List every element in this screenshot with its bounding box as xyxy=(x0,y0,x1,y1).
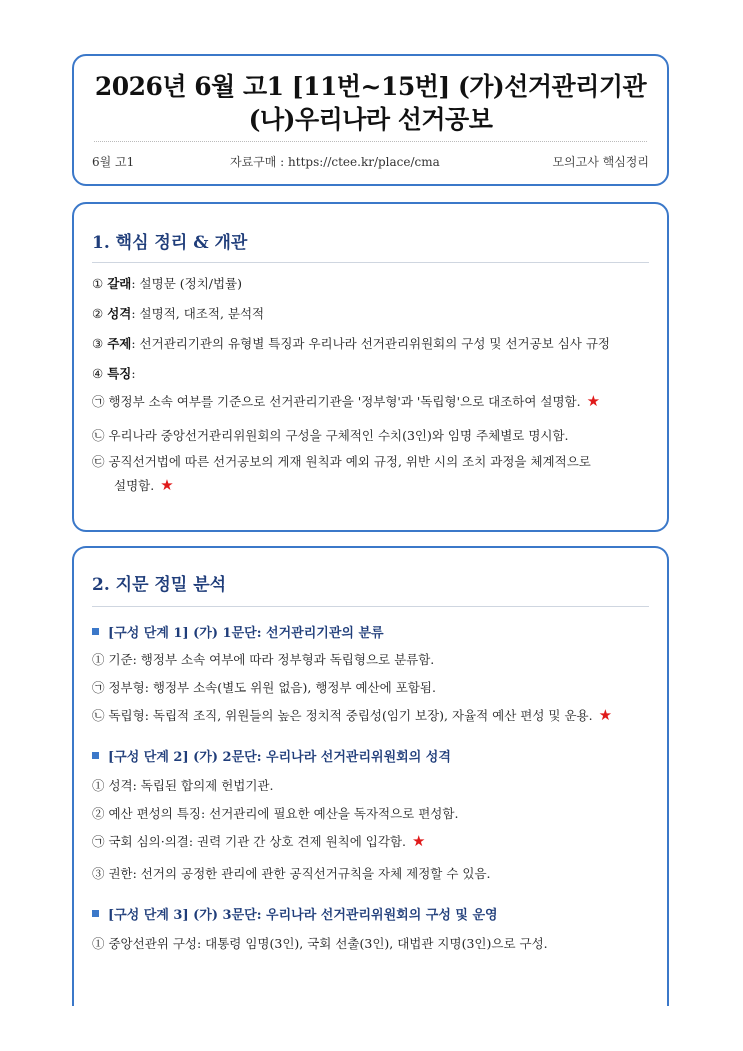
stage-1-line-3: ㉡ 독립형: 독립적 조직, 위원들의 높은 정치적 중립성(임기 보장), 자율적 예산 편성 및 운용. ★ xyxy=(92,706,613,724)
square-bullet-icon xyxy=(92,910,99,917)
feature-item-1: ㉠ 행정부 소속 여부를 기준으로 선거관리기관을 '정부형'과 '독립형'으로 대조하여 설명함. ★ xyxy=(92,392,601,410)
square-bullet-icon xyxy=(92,752,99,759)
meta-purchase-link[interactable]: 자료구매 : https://ctee.kr/place/cma xyxy=(230,155,440,169)
stage-2-line-1: ① 성격: 독립된 합의제 헌법기관. xyxy=(92,778,274,793)
stage-1-heading: [구성 단계 1] (가) 1문단: 선거관리기관의 분류 xyxy=(92,622,384,641)
star-icon: ★ xyxy=(586,392,601,410)
stage-2-line-2: ② 예산 편성의 특징: 선거관리에 필요한 예산을 독자적으로 편성함. xyxy=(92,806,459,821)
feature-item-2: ㉡ 우리나라 중앙선거관리위원회의 구성을 구체적인 수치(3인)와 임명 주체별로 명시함. xyxy=(92,428,569,443)
summary-item-genre: ① 갈래: 설명문 (정치/법률) xyxy=(92,276,243,291)
stage-1-line-1: ① 기준: 행정부 소속 여부에 따라 정부형과 독립형으로 분류함. xyxy=(92,652,435,667)
section-summary-card xyxy=(72,202,669,532)
square-bullet-icon xyxy=(92,628,99,635)
stage-3-heading: [구성 단계 3] (가) 3문단: 우리나라 선거관리위원회의 구성 및 운영 xyxy=(92,904,498,923)
title-line-2: (나)우리나라 선거공보 xyxy=(248,105,493,134)
summary-item-theme: ③ 주제: 선거관리기관의 유형별 특징과 우리나라 선거관리위원회의 구성 및 선거공보 심사 규정 xyxy=(92,336,611,351)
stage-3-line-1: ① 중앙선관위 구성: 대통령 임명(3인), 국회 선출(3인), 대법관 지명(3인)으로 구성. xyxy=(92,936,548,951)
feature-item-3-cont: 설명함. ★ xyxy=(114,476,174,494)
section-analysis-card xyxy=(72,546,669,1006)
summary-item-features: ④ 특징: xyxy=(92,366,136,381)
summary-item-character: ② 성격: 설명적, 대조적, 분석적 xyxy=(92,306,265,321)
section-1-title: 1. 핵심 정리 & 개관 xyxy=(92,233,248,253)
star-icon: ★ xyxy=(160,476,174,494)
star-icon: ★ xyxy=(412,832,426,850)
section-2-title: 2. 지문 정밀 분석 xyxy=(92,575,227,595)
document-title xyxy=(74,70,667,136)
stage-2-heading: [구성 단계 2] (가) 2문단: 우리나라 선거관리위원회의 성격 xyxy=(92,746,451,765)
meta-grade: 6월 고1 xyxy=(92,155,135,169)
section-1-divider xyxy=(92,262,649,263)
stage-2-line-3: ㉠ 국회 심의·의결: 권력 기관 간 상호 견제 원칙에 입각함. ★ xyxy=(92,832,426,850)
stage-2-line-4: ③ 권한: 선거의 공정한 관리에 관한 공직선거규칙을 자체 제정할 수 있음. xyxy=(92,866,491,881)
title-divider xyxy=(94,141,647,142)
stage-1-line-2: ㉠ 정부형: 행정부 소속(별도 위원 없음), 행정부 예산에 포함됨. xyxy=(92,680,436,695)
section-2-divider xyxy=(92,606,649,607)
title-card xyxy=(72,54,669,186)
star-icon: ★ xyxy=(598,706,613,724)
feature-item-3: ㉢ 공직선거법에 따른 선거공보의 게재 원칙과 예외 규정, 위반 시의 조치 과정을 체계적으로 xyxy=(92,454,591,469)
meta-doc-type: 모의고사 핵심정리 xyxy=(552,155,649,169)
title-line-1: 2026년 6월 고1 [11번~15번] (가)선거관리기관 xyxy=(94,72,647,101)
